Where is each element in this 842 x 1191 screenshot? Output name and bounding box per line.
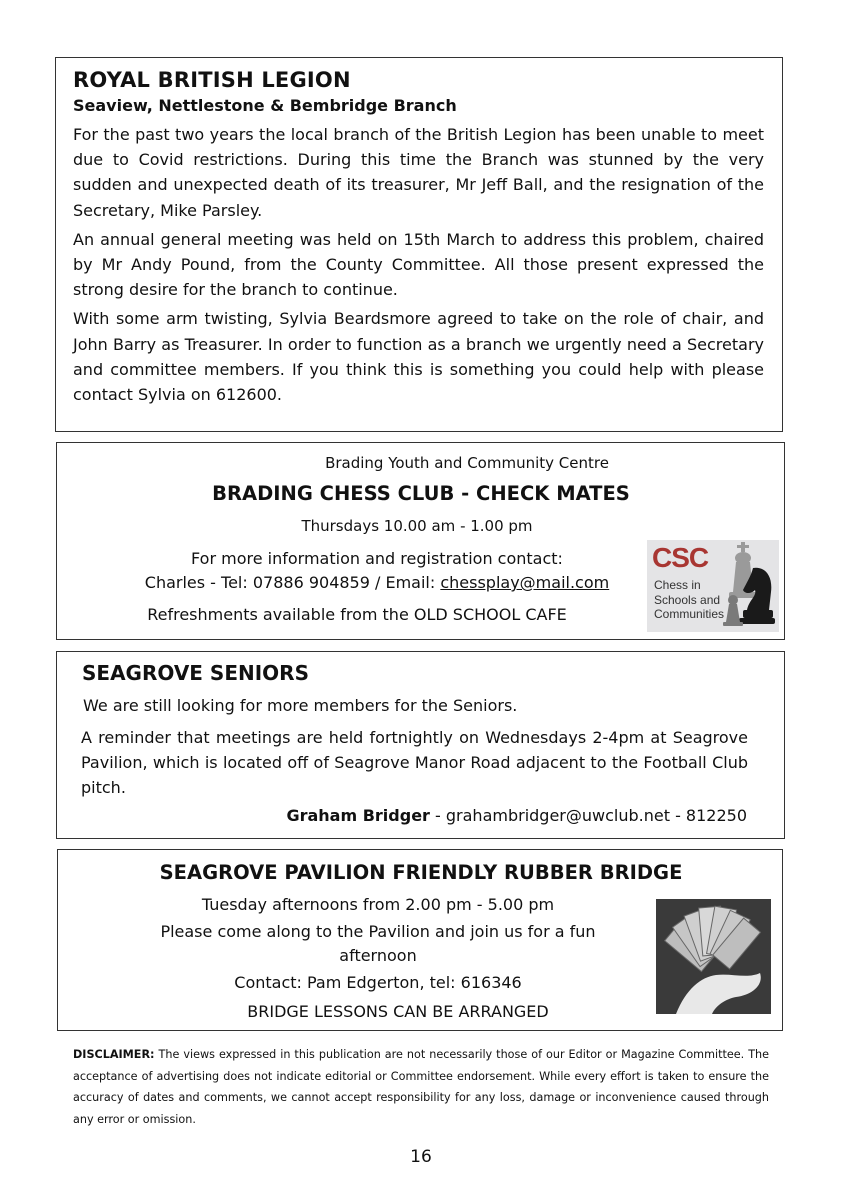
csc-tagline-line: Schools and [654,592,721,607]
bridge-contact: Contact: Pam Edgerton, tel: 616346 [234,973,522,992]
csc-tagline-line: Chess in [654,578,701,592]
seniors-line: We are still looking for more members for the Seniors. [83,696,518,715]
legion-title: ROYAL BRITISH LEGION [73,68,351,92]
disclaimer [73,1044,769,1130]
chess-times: Thursdays 10.00 am - 1.00 pm [301,517,533,535]
chess-club-box [56,442,785,640]
chess-info: For more information and registration contact: [191,549,563,568]
bridge-invite: Please come along to the Pavilion and join us for a fun [160,922,596,941]
disclaimer-text: The views expressed in this publication are not necessarily those of our Editor or Magazine Committee. The acceptance of advertising does not indicate editorial or Committee endorsement. While every effort is taken to ensure the accuracy of dates and comments, we cannot accept responsibility for any loss, damage or inconvenience caused through any error or omission. [73,1048,769,1126]
chess-venue: Brading Youth and Community Centre [325,454,609,472]
bridge-lessons: BRIDGE LESSONS CAN BE ARRANGED [247,1002,549,1021]
chess-title: BRADING CHESS CLUB - CHECK MATES [212,482,630,505]
page-number: 16 [410,1147,432,1167]
chess-contact [77,571,677,594]
seniors-contact-name: Graham Bridger [286,806,430,825]
chess-refreshments: Refreshments available from the OLD SCHOOL CAFE [147,605,567,624]
royal-british-legion-box [55,57,783,432]
seniors-line: A reminder that meetings are held fortnightly on Wednesdays 2-4pm at Seagrove Pavilion, which is located off of Seagrove Manor Road adjacent to the Football Club pitch. [81,728,748,797]
legion-paragraph: For the past two years the local branch of the British Legion has been unable to meet due to Covid restrictions. During this time the Branch was stunned by the very sudden and unexpected death of its treasurer, Mr Jeff Ball, and the resignation of the Secretary, Mike Parsley. [73,125,764,220]
seniors-contact-details: - grahambridger@uwclub.net - 812250 [429,806,747,825]
chess-pieces-icon [647,540,779,632]
playing-cards-icon [656,899,771,1014]
csc-logo [647,540,779,632]
bridge-time: Tuesday afternoons from 2.00 pm - 5.00 pm [201,895,555,914]
playing-cards-photo [656,899,771,1014]
legion-paragraph: An annual general meeting was held on 15th March to address this problem, chaired by Mr Andy Pound, from the County Committee. All those present expressed the strong desire for the branch to continue. [73,229,764,300]
legion-paragraph: With some arm twisting, Sylvia Beardsmore agreed to take on the role of chair, and John Barry as Treasurer. In order to function as a branch we urgently need a Secretary and committee members. If you think this is something you could help with please contact Sylvia on 612600. [73,309,764,405]
csc-tagline-line: Communities [654,607,725,621]
disclaimer-label: DISCLAIMER: [73,1048,155,1061]
csc-logo-letters: CSC [652,542,709,573]
chess-contact-phone: Charles - Tel: 07886 904859 / Email: [144,573,441,592]
seniors-contact [286,804,747,827]
seagrove-seniors-box [56,651,785,839]
rubber-bridge-box [57,849,783,1031]
seniors-title: SEAGROVE SENIORS [82,661,309,685]
bridge-invite: afternoon [339,946,417,965]
chess-email-link[interactable]: chessplay@mail.com [440,573,610,592]
bridge-title: SEAGROVE PAVILION FRIENDLY RUBBER BRIDGE [159,861,683,884]
legion-subtitle: Seaview, Nettlestone & Bembridge Branch [73,96,457,115]
